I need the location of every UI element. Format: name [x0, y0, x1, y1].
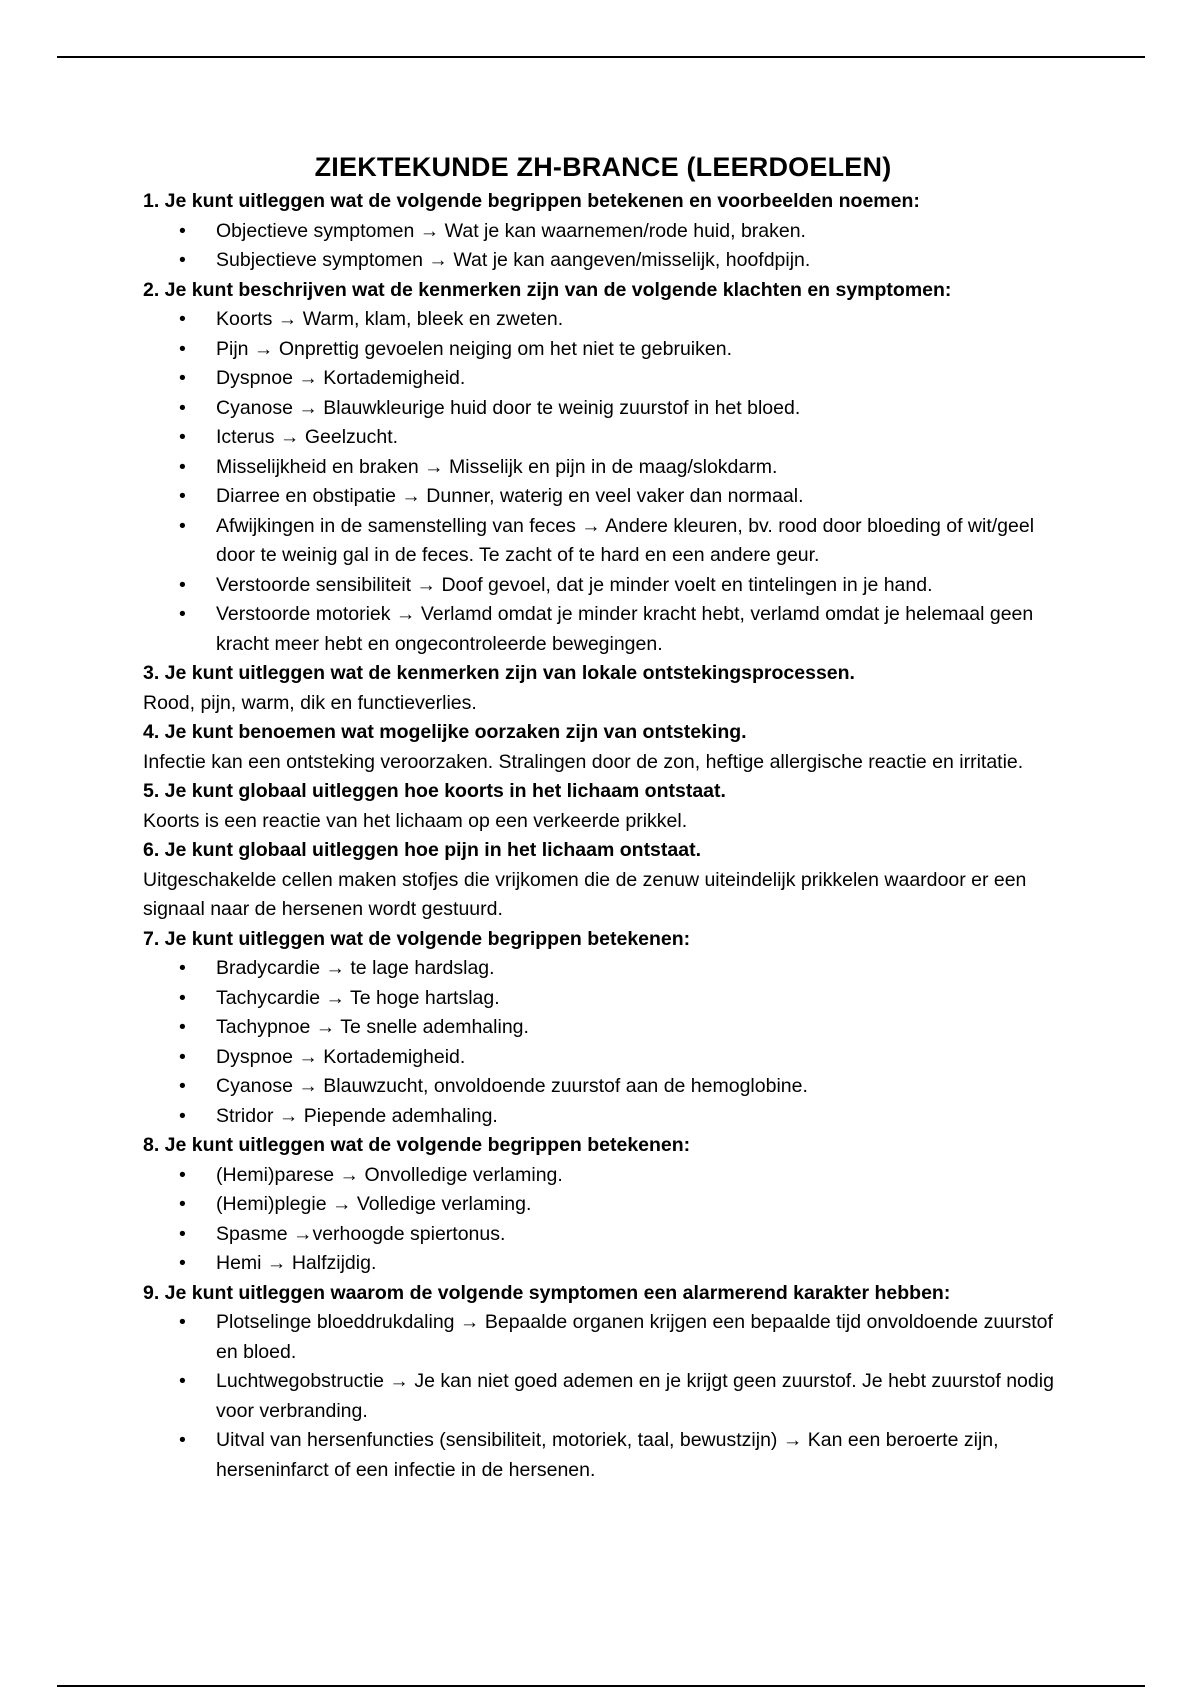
section-9 [143, 1279, 1063, 1486]
list-item [143, 1249, 1063, 1279]
bullet-icon: • [179, 986, 186, 1009]
section-heading: 5. Je kunt globaal uitleggen hoe koorts in het lichaam ontstaat. [143, 780, 726, 802]
list-item-text: Uitval van hersenfuncties (sensibiliteit, motoriek, taal, bewustzijn) → Kan een beroerte zijn, herseninfarct of een infectie in de hersenen. [216, 1429, 999, 1481]
list-item [143, 305, 1063, 335]
document-title: ZIEKTEKUNDE ZH-BRANCE (LEERDOELEN) [314, 152, 892, 182]
header-rule [57, 56, 1145, 58]
bullet-icon: • [179, 308, 186, 330]
section-4 [143, 718, 1063, 777]
section-heading: 4. Je kunt benoemen wat mogelijke oorzaken zijn van ontsteking. [143, 721, 747, 743]
list-item [143, 423, 1063, 453]
bullet-icon: • [179, 1222, 186, 1245]
list-item-text: Afwijkingen in de samenstelling van feces → Andere kleuren, bv. rood door bloeding of wit/geel door te weinig gal in de feces. Te zacht of te hard en een andere geur. [216, 514, 1035, 566]
bullet-icon: • [179, 455, 186, 478]
bullet-icon: • [179, 1163, 186, 1186]
bullet-icon: • [179, 485, 186, 507]
bullet-icon: • [179, 1311, 186, 1333]
list-item [143, 394, 1063, 424]
list-item [143, 453, 1063, 483]
document-body [143, 149, 1063, 1485]
section-3 [143, 659, 1063, 718]
list-item-text: Diarree en obstipatie → Dunner, waterig en veel vaker dan normaal. [216, 485, 804, 507]
bullet-icon: • [179, 957, 186, 979]
list-item-text: Bradycardie → te lage hardslag. [216, 957, 495, 979]
list-item-text: Icterus → Geelzucht. [216, 426, 399, 448]
bullet-icon: • [179, 1075, 186, 1097]
sections-container [143, 187, 1063, 1485]
list-item-text: Verstoorde sensibiliteit → Doof gevoel, dat je minder voelt en tintelingen in je hand. [216, 573, 933, 596]
section-5 [143, 777, 1063, 836]
list-item [143, 600, 1063, 659]
list-item-text: Cyanose → Blauwzucht, onvoldoende zuurstof aan de hemoglobine. [216, 1075, 808, 1097]
list-item [143, 984, 1063, 1014]
section-heading: 8. Je kunt uitleggen wat de volgende begrippen betekenen: [143, 1134, 691, 1156]
section-heading: 2. Je kunt beschrijven wat de kenmerken zijn van de volgende klachten en symptomen: [143, 278, 952, 301]
list-item-text: Spasme →verhoogde spiertonus. [216, 1222, 506, 1245]
bullet-icon: • [179, 367, 186, 389]
list-item [143, 954, 1063, 984]
bullet-list [143, 1161, 1063, 1279]
section-answer: Uitgeschakelde cellen maken stofjes die vrijkomen die de zenuw uiteindelijk prikkelen waardoor er een signaal naar de hersenen wordt gestuurd. [143, 868, 1027, 920]
list-item [143, 1367, 1063, 1426]
list-item-text: Plotselinge bloeddrukdaling → Bepaalde organen krijgen een bepaalde tijd onvoldoende zuurstof en bloed. [216, 1311, 1053, 1363]
section-answer: Koorts is een reactie van het lichaam op een verkeerde prikkel. [143, 809, 688, 832]
section-2 [143, 276, 1063, 660]
list-item [143, 1190, 1063, 1220]
list-item [143, 1308, 1063, 1367]
section-6 [143, 836, 1063, 925]
list-item-text: Tachypnoe → Te snelle ademhaling. [216, 1016, 529, 1038]
list-item-text: Dyspnoe → Kortademigheid. [216, 1045, 466, 1068]
list-item-text: (Hemi)plegie → Volledige verlaming. [216, 1193, 532, 1215]
bullet-list [143, 1308, 1063, 1485]
list-item-text: Cyanose → Blauwkleurige huid door te weinig zuurstof in het bloed. [216, 396, 801, 419]
list-item [143, 335, 1063, 365]
section-heading: 1. Je kunt uitleggen wat de volgende begrippen betekenen en voorbeelden noemen: [143, 190, 920, 212]
list-item [143, 482, 1063, 512]
bullet-icon: • [179, 603, 186, 625]
list-item-text: Dyspnoe → Kortademigheid. [216, 367, 466, 389]
bullet-list [143, 217, 1063, 276]
bullet-icon: • [179, 1045, 186, 1068]
bullet-icon: • [179, 1104, 186, 1127]
list-item [143, 364, 1063, 394]
section-answer: Rood, pijn, warm, dik en functieverlies. [143, 691, 477, 714]
list-item-text: Subjectieve symptomen → Wat je kan aangeven/misselijk, hoofdpijn. [216, 249, 811, 271]
bullet-list [143, 954, 1063, 1131]
bullet-icon: • [179, 1429, 186, 1451]
list-item [143, 1043, 1063, 1073]
bullet-icon: • [179, 1370, 186, 1392]
section-7 [143, 925, 1063, 1132]
list-item-text: Luchtwegobstructie → Je kan niet goed ademen en je krijgt geen zuurstof. Je hebt zuurstof nodig voor verbranding. [216, 1370, 1054, 1422]
list-item [143, 1072, 1063, 1102]
list-item-text: Stridor → Piepende ademhaling. [216, 1104, 498, 1127]
list-item [143, 1013, 1063, 1043]
bullet-icon: • [179, 1252, 186, 1274]
bullet-icon: • [179, 1193, 186, 1215]
bullet-icon: • [179, 573, 186, 596]
list-item [143, 1161, 1063, 1191]
footer-rule [57, 1685, 1145, 1687]
list-item-text: (Hemi)parese → Onvolledige verlaming. [216, 1163, 563, 1186]
section-heading: 3. Je kunt uitleggen wat de kenmerken zijn van lokale ontstekingsprocessen. [143, 662, 855, 684]
bullet-icon: • [179, 219, 186, 242]
list-item [143, 217, 1063, 247]
bullet-icon: • [179, 396, 186, 419]
section-answer: Infectie kan een ontsteking veroorzaken. Stralingen door de zon, heftige allergische reactie en irritatie. [143, 750, 1024, 773]
section-heading: 6. Je kunt globaal uitleggen hoe pijn in het lichaam ontstaat. [143, 839, 701, 861]
list-item [143, 512, 1063, 571]
list-item-text: Misselijkheid en braken → Misselijk en pijn in de maag/slokdarm. [216, 455, 778, 478]
list-item [143, 1220, 1063, 1250]
list-item [143, 1426, 1063, 1485]
section-heading: 7. Je kunt uitleggen wat de volgende begrippen betekenen: [143, 927, 691, 950]
bullet-icon: • [179, 1016, 186, 1038]
bullet-icon: • [179, 249, 186, 271]
bullet-icon: • [179, 426, 186, 448]
section-heading: 9. Je kunt uitleggen waarom de volgende symptomen een alarmerend karakter hebben: [143, 1281, 951, 1304]
list-item-text: Koorts → Warm, klam, bleek en zweten. [216, 308, 564, 330]
list-item-text: Verstoorde motoriek → Verlamd omdat je minder kracht hebt, verlamd omdat je helemaal geen kracht meer hebt en ongecontroleerde bewegingen. [216, 603, 1034, 655]
list-item-text: Hemi → Halfzijdig. [216, 1252, 377, 1274]
bullet-icon: • [179, 337, 186, 360]
section-8 [143, 1131, 1063, 1279]
bullet-icon: • [179, 514, 186, 537]
list-item-text: Objectieve symptomen → Wat je kan waarnemen/rode huid, braken. [216, 219, 806, 242]
list-item-text: Tachycardie → Te hoge hartslag. [216, 986, 500, 1009]
section-1 [143, 187, 1063, 276]
list-item [143, 571, 1063, 601]
list-item [143, 246, 1063, 276]
bullet-list [143, 305, 1063, 659]
list-item [143, 1102, 1063, 1132]
list-item-text: Pijn → Onprettig gevoelen neiging om het niet te gebruiken. [216, 337, 732, 360]
